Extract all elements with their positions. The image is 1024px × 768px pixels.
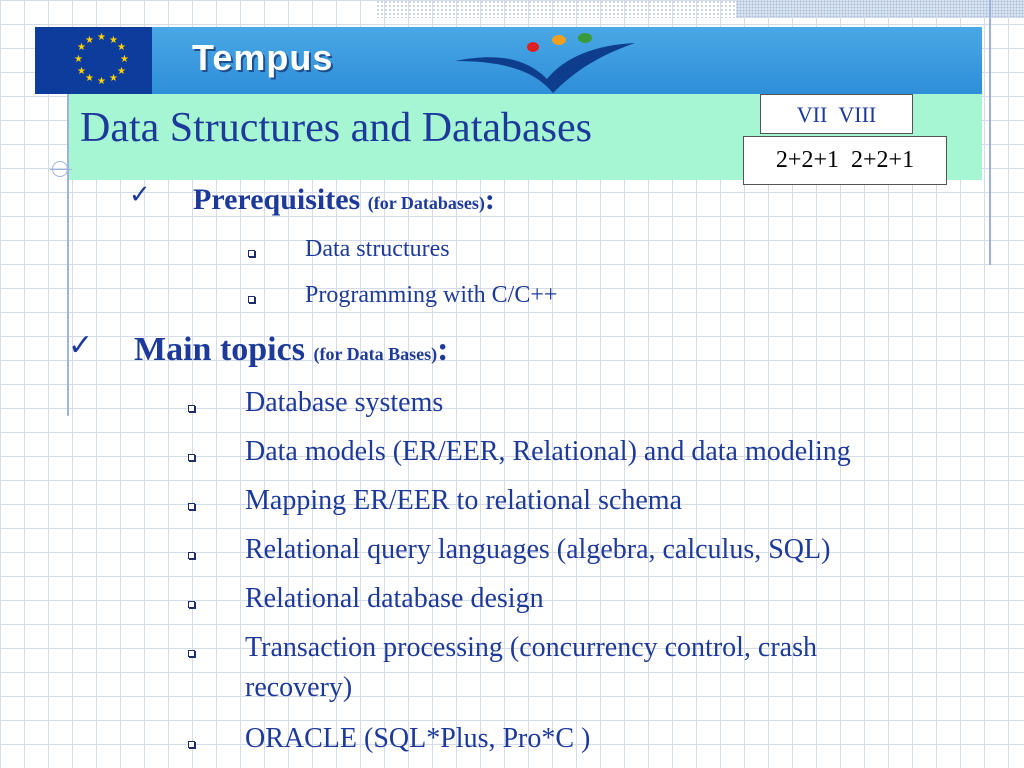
main-topics-colon: :: [437, 331, 449, 368]
topic-item: Data models (ER/EER, Relational) and data modeling: [245, 436, 851, 467]
prerequisites-heading: [193, 183, 495, 217]
svg-text:★: ★: [85, 73, 94, 84]
hollow-square-bullet-icon: [248, 250, 255, 257]
decorative-line-right: [989, 0, 991, 265]
semester-box: VII VIII: [760, 94, 913, 134]
tempus-banner: [35, 27, 982, 94]
hollow-square-bullet-icon: [188, 741, 195, 748]
topic-item: Transaction processing (concurrency control, crash: [245, 632, 818, 663]
slide-title: Data Structures and Databases: [80, 105, 592, 151]
hollow-square-bullet-icon: [188, 454, 195, 461]
decorative-circle: [52, 161, 68, 177]
hollow-square-bullet-icon: [188, 405, 195, 412]
svg-text:★: ★: [85, 35, 94, 46]
hollow-square-bullet-icon: [188, 650, 195, 657]
eu-flag-logo: [35, 27, 152, 94]
topic-item: Relational query languages (algebra, calculus, SQL): [245, 534, 831, 565]
main-topics-heading: [134, 331, 448, 369]
topic-item-continuation: recovery): [245, 672, 353, 703]
topic-item: Database systems: [245, 387, 444, 418]
tempus-bird-icon: [455, 27, 635, 94]
svg-text:★: ★: [117, 66, 126, 77]
prerequisites-heading-text: Prerequisites: [193, 183, 361, 216]
prerequisites-qualifier: (for Databases): [367, 193, 485, 213]
main-topics-qualifier: (for Data Bases): [313, 344, 438, 364]
svg-text:★: ★: [77, 42, 86, 53]
svg-text:★: ★: [97, 32, 106, 43]
main-topics-heading-text: Main topics: [134, 331, 305, 368]
svg-text:★: ★: [117, 42, 126, 53]
prerequisite-item: Data structures: [305, 236, 450, 262]
prerequisite-item: Programming with C/C++: [305, 282, 558, 308]
topic-item: Relational database design: [245, 583, 544, 614]
svg-text:★: ★: [109, 35, 118, 46]
top-decoration-right: [736, 0, 1024, 18]
svg-text:★: ★: [77, 66, 86, 77]
svg-text:★: ★: [74, 54, 83, 65]
checkmark-icon: ✓: [129, 180, 151, 210]
decorative-line-left: [67, 94, 69, 416]
checkmark-icon: ✓: [68, 328, 94, 363]
hours-box: 2+2+1 2+2+1: [743, 136, 947, 185]
hollow-square-bullet-icon: [188, 552, 195, 559]
hollow-square-bullet-icon: [248, 296, 255, 303]
tempus-logo-text: Tempus: [192, 37, 334, 78]
topic-item: Mapping ER/EER to relational schema: [245, 485, 683, 516]
hollow-square-bullet-icon: [188, 503, 195, 510]
hollow-square-bullet-icon: [188, 601, 195, 608]
topic-item: ORACLE (SQL*Plus, Pro*C ): [245, 723, 591, 754]
svg-text:★: ★: [97, 76, 106, 87]
svg-text:★: ★: [120, 54, 129, 65]
svg-text:★: ★: [109, 73, 118, 84]
prerequisites-colon: :: [484, 183, 495, 216]
